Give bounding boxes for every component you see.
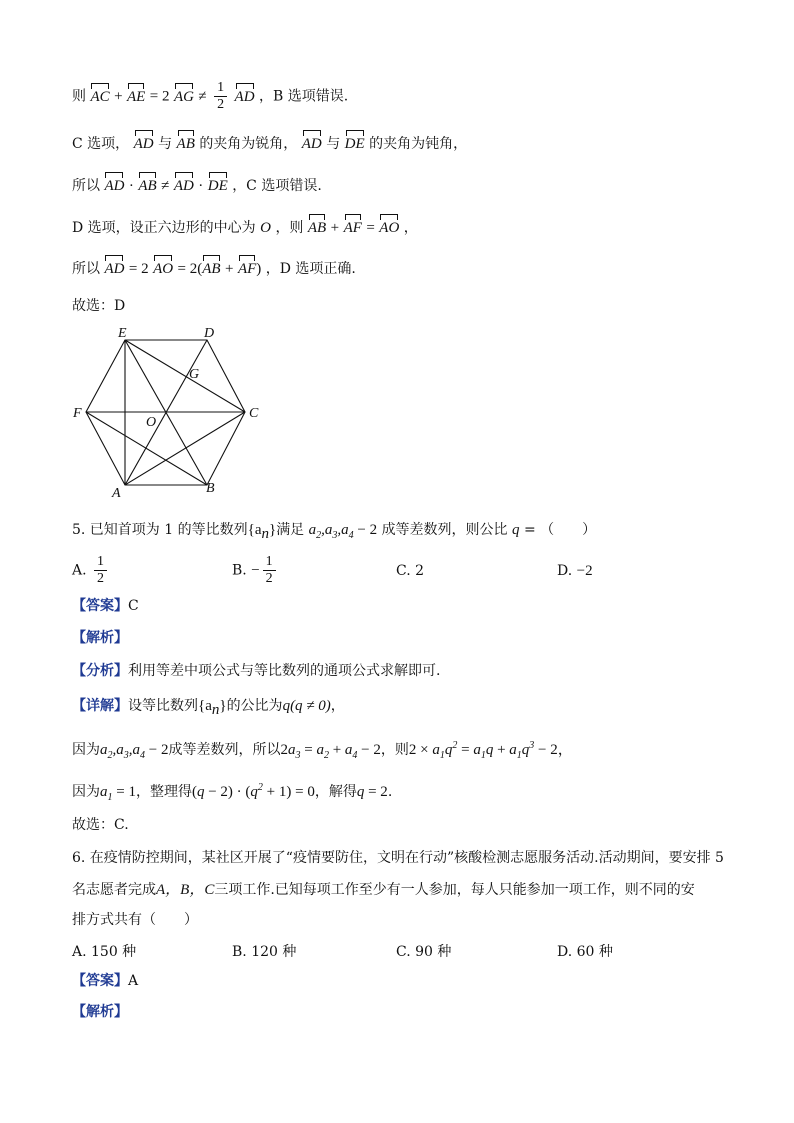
equals: = xyxy=(366,220,375,236)
q5-because-2 xyxy=(72,778,392,808)
q6-option-b[interactable]: B. 120 种 xyxy=(232,944,297,960)
text: 的公比为 xyxy=(226,698,283,714)
text: 所以 xyxy=(72,178,100,194)
vector-ag: AG xyxy=(173,88,194,105)
q5-option-c[interactable]: C. 2 xyxy=(396,563,425,579)
q5-final: 故选：C. xyxy=(72,817,129,833)
label-e: E xyxy=(118,326,127,341)
numerator: 1 xyxy=(214,80,227,97)
q5-xiangjie xyxy=(72,696,345,720)
label: A. xyxy=(72,562,87,579)
factored-equation: $(q - 2) \cdot (q^2 + 1) = 0$ xyxy=(191,782,315,800)
label-d: D xyxy=(204,326,215,341)
text: 5. 已知首项为 1 的等比数列 xyxy=(72,522,248,538)
fraction xyxy=(94,554,107,587)
text: 满足 xyxy=(276,522,305,538)
text: 名志愿者完成 xyxy=(72,882,156,898)
plus-sign: + xyxy=(225,261,234,277)
vector-af: AF xyxy=(343,220,362,236)
option-c-conclusion xyxy=(72,176,322,196)
vector-ad: AD xyxy=(104,178,125,194)
vector-af: AF xyxy=(237,261,257,277)
text: ，整理得 xyxy=(135,784,192,800)
vector-ad: AD xyxy=(234,88,255,105)
question-6-line1: 6. 在疫情防控期间，某社区开展了“疫情要防住，文明在行动”核酸检测志愿服务活动.活动期间，要安排 5 xyxy=(72,850,724,866)
hexagon-figure xyxy=(72,325,282,500)
q5-because-1 xyxy=(72,736,573,766)
label-g: G xyxy=(189,367,200,382)
question-6-line2 xyxy=(72,880,695,900)
answer-value: A xyxy=(128,973,139,989)
option-d-conclusion xyxy=(72,259,356,279)
equation-1: $2a_3 = a_2 + a_4 - 2$ xyxy=(280,742,381,761)
plus-sign: + xyxy=(330,220,340,236)
xiangjie-tag: 【详解】 xyxy=(72,698,128,714)
term: a xyxy=(341,522,349,538)
denominator: 2 xyxy=(97,571,105,586)
q5-answer xyxy=(72,596,139,616)
option-c-analysis xyxy=(72,134,467,154)
vector-ab: AB xyxy=(307,220,327,236)
fenxi-text: 利用等差中项公式与等比数列的通项公式求解即可. xyxy=(128,663,441,679)
text: ， xyxy=(330,698,345,714)
denominator: 2 xyxy=(217,97,225,112)
text: 与 xyxy=(326,136,341,152)
vector-ao: AO xyxy=(379,220,400,236)
q5-jiexi xyxy=(72,628,128,648)
vector-ab: AB xyxy=(202,261,221,277)
text: ，则 xyxy=(275,220,304,236)
vector-ab: AB xyxy=(176,136,195,152)
answer-tag: 【答案】 xyxy=(72,973,128,989)
label-o: O xyxy=(146,415,157,430)
text: 则 xyxy=(72,88,86,105)
question-5-stem xyxy=(72,520,596,546)
text: ，B 选项错误. xyxy=(259,88,349,105)
subscript: n xyxy=(261,525,269,542)
vector-ad: AD xyxy=(133,136,154,152)
q6-jiexi xyxy=(72,1002,128,1022)
text: 三项工作.已知每项工作至少有一人参加，每人只能参加一项工作，则不同的安 xyxy=(214,882,695,898)
label: D. xyxy=(557,563,573,579)
numerator: 1 xyxy=(94,554,107,571)
seq-close: } xyxy=(219,698,227,714)
question-6-line3: 排方式共有（ ） xyxy=(72,912,198,928)
text: D 选项，设正六边形的中心为 xyxy=(72,220,256,236)
text: 因为 xyxy=(72,784,100,800)
not-equal: ≠ xyxy=(161,178,170,194)
term: a xyxy=(324,522,333,538)
final-choice-q4: 故选：D xyxy=(72,298,126,314)
answer-value: C xyxy=(128,598,139,614)
analysis-tag: 【解析】 xyxy=(72,630,128,646)
vector-ad: AD xyxy=(104,261,125,277)
fraction xyxy=(263,554,276,587)
seq-close: } xyxy=(268,522,277,538)
minus-sign: − xyxy=(251,562,260,579)
ratio-q: q xyxy=(512,522,520,538)
segment-ec xyxy=(125,340,245,412)
vector-ad: AD xyxy=(301,136,322,152)
q6-option-a[interactable]: A. 150 种 xyxy=(72,944,137,960)
vector-de: DE xyxy=(344,136,365,152)
vector-ae: AE xyxy=(127,88,146,105)
label-a: A xyxy=(112,486,121,500)
text: . xyxy=(387,784,393,800)
text: ， xyxy=(403,220,418,236)
text: 设等比数列 xyxy=(128,698,198,714)
a1-equals-1: $a_1 = 1$ xyxy=(100,784,136,803)
text: 所以 xyxy=(72,261,100,277)
text: 成等差数列，则公比 xyxy=(381,522,508,538)
text: 的夹角为钝角， xyxy=(369,136,468,152)
option-d-analysis xyxy=(72,218,418,238)
text: ，C 选项错误. xyxy=(232,178,322,194)
vector-de: DE xyxy=(207,178,228,194)
text: C 选项， xyxy=(72,136,130,152)
label: B. xyxy=(232,562,247,579)
q5-option-a[interactable] xyxy=(72,554,110,587)
numerator: 1 xyxy=(263,554,276,571)
plus-sign: + xyxy=(114,88,123,105)
seq-open: {a xyxy=(198,698,212,714)
dot-product: · xyxy=(198,178,204,194)
dot-product: · xyxy=(128,178,134,194)
fraction-half xyxy=(214,80,227,113)
text: ，D 选项正确. xyxy=(265,261,356,277)
text: ，则 xyxy=(380,742,409,758)
text: 成等差数列，所以 xyxy=(168,742,281,758)
tasks-abc: A，B，C xyxy=(156,882,215,898)
vector-ac: AC xyxy=(90,88,110,105)
equals: = 2( xyxy=(177,261,203,277)
text: ，解得 xyxy=(314,784,357,800)
label-f: F xyxy=(73,406,82,421)
equation-2: $2 \times a_1q^2 = a_1q + a_1q^3 - 2$， xyxy=(408,740,573,761)
label-c: C xyxy=(249,406,259,421)
term: a xyxy=(308,522,317,538)
q6-answer xyxy=(72,971,138,991)
center-o: O xyxy=(260,220,271,236)
denominator: 2 xyxy=(265,571,273,586)
q6-option-c[interactable]: C. 90 种 xyxy=(396,944,452,960)
text: = （ ） xyxy=(523,522,597,538)
text: 的夹角为锐角， xyxy=(199,136,298,152)
terms: $a_2,a_3,a_4 - 2$ xyxy=(100,742,169,761)
paren: ) xyxy=(256,261,262,277)
terms-a2-a3-a4: $a_2,a_3,a_4 - 2$ xyxy=(308,522,378,541)
q5-option-d[interactable] xyxy=(557,563,593,580)
segment-ac xyxy=(125,412,245,485)
value: −2 xyxy=(576,563,593,579)
vector-ad: AD xyxy=(173,178,194,194)
option-b-conclusion xyxy=(72,80,348,113)
label-b: B xyxy=(206,481,215,496)
answer-tag: 【答案】 xyxy=(72,598,128,614)
q5-option-b[interactable] xyxy=(232,554,279,587)
solution: q = 2 xyxy=(356,784,388,800)
text: 因为 xyxy=(72,742,100,758)
subscript: n xyxy=(211,701,220,718)
seq-open: {a xyxy=(247,522,262,538)
ratio-condition: q(q ≠ 0) xyxy=(282,698,331,714)
vector-ab: AB xyxy=(138,178,157,194)
fenxi-tag: 【分析】 xyxy=(72,663,128,679)
q6-option-d[interactable]: D. 60 种 xyxy=(557,944,613,960)
text: 与 xyxy=(158,136,173,152)
equals: = 2 xyxy=(149,88,170,105)
vector-ao: AO xyxy=(153,261,174,277)
analysis-tag: 【解析】 xyxy=(72,1004,128,1020)
equals: = 2 xyxy=(128,261,149,277)
q5-fenxi xyxy=(72,661,440,681)
not-equal: ≠ xyxy=(198,88,207,105)
